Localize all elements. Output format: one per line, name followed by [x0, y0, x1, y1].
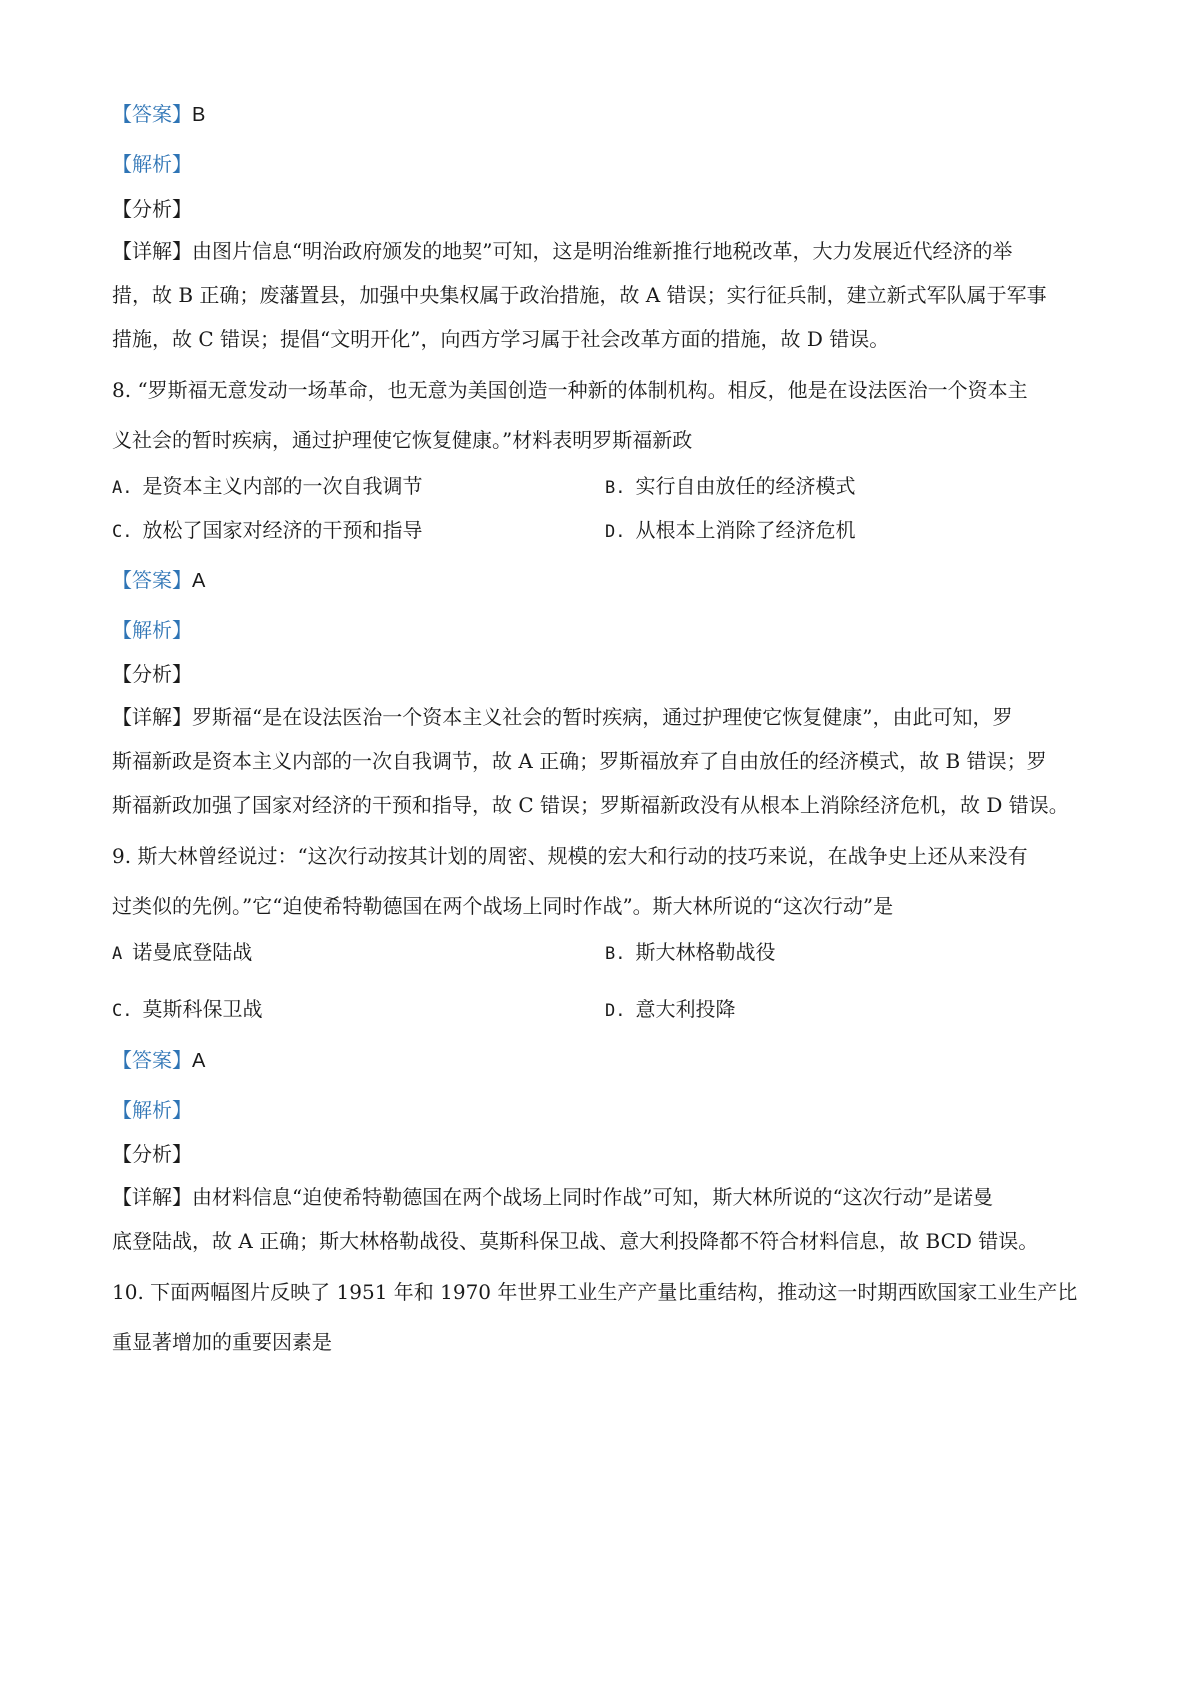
option-text: 是资本主义内部的一次自我调节 — [142, 474, 423, 498]
q9-stem-line-1: 9. 斯大林曾经说过：“这次行动按其计划的周密、规模的宏大和行动的技巧来说，在战争史上还从来没有 — [112, 844, 1028, 868]
option-letter: D. — [605, 522, 626, 542]
answer-tag: 【答案】 — [112, 1048, 192, 1072]
option-text: 斯大林格勒战役 — [635, 940, 776, 964]
option-letter: B. — [605, 944, 626, 964]
q9-option-c — [112, 995, 262, 1025]
q7-analysis-tag: 【解析】 — [112, 152, 192, 176]
q9-option-b — [605, 938, 775, 968]
detail-text: 由材料信息“迫使希特勒德国在两个战场上同时作战”可知，斯大林所说的“这次行动”是诺曼 — [192, 1185, 993, 1209]
q10-stem-line-2: 重显著增加的重要因素是 — [112, 1330, 332, 1354]
q7-detail-line-3: 措施，故 C 错误；提倡“文明开化”，向西方学习属于社会改革方面的措施，故 D 错误。 — [112, 327, 890, 351]
q8-option-a — [112, 472, 422, 502]
q8-answer — [112, 566, 1102, 595]
answer-value: A — [192, 570, 206, 592]
option-letter: C. — [112, 1001, 133, 1021]
detail-tag: 【详解】 — [112, 705, 192, 729]
option-text: 实行自由放任的经济模式 — [635, 474, 856, 498]
option-letter: B. — [605, 478, 626, 498]
option-text: 放松了国家对经济的干预和指导 — [142, 518, 423, 542]
q8-option-b — [605, 472, 855, 502]
option-letter: A. — [112, 478, 133, 498]
option-text: 意大利投降 — [635, 997, 736, 1021]
q9-detail-line-1 — [112, 1183, 1102, 1211]
q8-analysis-tag: 【解析】 — [112, 618, 192, 642]
option-text: 莫斯科保卫战 — [142, 997, 263, 1021]
q8-detail-line-2: 斯福新政是资本主义内部的一次自我调节，故 A 正确；罗斯福放弃了自由放任的经济模式，故 B 错误；罗 — [112, 749, 1047, 773]
detail-text: 由图片信息“明治政府颁发的地契”可知，这是明治维新推行地税改革，大力发展近代经济的举 — [192, 239, 1013, 263]
q7-answer — [112, 100, 1102, 129]
q9-detail-line-2: 底登陆战，故 A 正确；斯大林格勒战役、莫斯科保卫战、意大利投降都不符合材料信息，故 BCD 错误。 — [112, 1229, 1039, 1253]
q8-stem-line-2: 义社会的暂时疾病，通过护理使它恢复健康。”材料表明罗斯福新政 — [112, 428, 693, 452]
answer-tag: 【答案】 — [112, 568, 192, 592]
q8-option-d — [605, 516, 855, 546]
q9-answer — [112, 1046, 1102, 1075]
q8-fenxi-tag: 【分析】 — [112, 662, 192, 686]
q9-stem-line-2: 过类似的先例。”它“迫使希特勒德国在两个战场上同时作战”。斯大林所说的“这次行动”是 — [112, 894, 894, 918]
detail-tag: 【详解】 — [112, 239, 192, 263]
option-text: 诺曼底登陆战 — [132, 940, 253, 964]
q9-analysis-tag: 【解析】 — [112, 1098, 192, 1122]
q8-detail-line-3: 斯福新政加强了国家对经济的干预和指导，故 C 错误；罗斯福新政没有从根本上消除经济危机，故 D 错误。 — [112, 793, 1069, 817]
q9-fenxi-tag: 【分析】 — [112, 1142, 192, 1166]
answer-tag: 【答案】 — [112, 102, 192, 126]
q9-option-a — [112, 938, 252, 968]
q8-stem-line-1: 8. “罗斯福无意发动一场革命，也无意为美国创造一种新的体制机构。相反，他是在设法医治一个资本主 — [112, 378, 1028, 402]
detail-text: 罗斯福“是在设法医治一个资本主义社会的暂时疾病，通过护理使它恢复健康”，由此可知，罗 — [192, 705, 1013, 729]
answer-value: A — [192, 1050, 206, 1072]
answer-value: B — [192, 104, 206, 126]
q10-stem-line-1: 10. 下面两幅图片反映了 1951 年和 1970 年世界工业生产产量比重结构，推动这一时期西欧国家工业生产比 — [112, 1280, 1078, 1304]
detail-tag: 【详解】 — [112, 1185, 192, 1209]
q9-option-d — [605, 995, 735, 1025]
option-letter: C. — [112, 522, 133, 542]
q7-fenxi-tag: 【分析】 — [112, 197, 192, 221]
q7-detail-line-2: 措，故 B 正确；废藩置县，加强中央集权属于政治措施，故 A 错误；实行征兵制，建立新式军队属于军事 — [112, 283, 1047, 307]
option-letter: A — [112, 944, 123, 964]
option-letter: D. — [605, 1001, 626, 1021]
q8-detail-line-1 — [112, 703, 1102, 731]
q7-detail-line-1 — [112, 237, 1102, 265]
option-text: 从根本上消除了经济危机 — [635, 518, 856, 542]
q8-option-c — [112, 516, 422, 546]
